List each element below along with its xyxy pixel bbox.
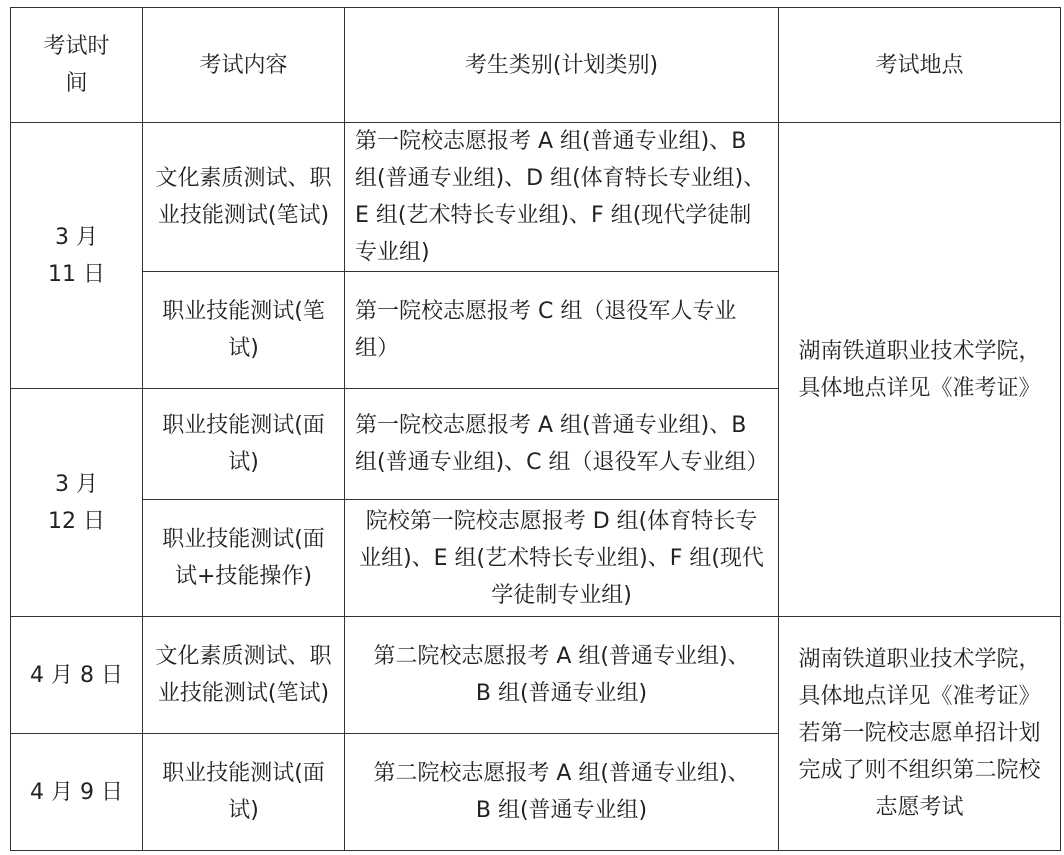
exam-content: 职业技能测试(面试+技能操作) [143,500,345,617]
header-category: 考生类别(计划类别) [345,8,779,123]
date-apr-8: 4 月 8 日 [11,617,143,734]
exam-content: 职业技能测试(面试) [143,389,345,500]
exam-category: 第一院校志愿报考 C 组（退役军人专业组） [345,272,779,389]
exam-category: 院校第一院校志愿报考 D 组(体育特长专业组)、E 组(艺术特长专业组)、F 组(现代学徒制专业组) [345,500,779,617]
exam-category: 第二院校志愿报考 A 组(普通专业组)、B 组(普通专业组) [345,734,779,851]
exam-content: 职业技能测试(笔试) [143,272,345,389]
exam-category: 第一院校志愿报考 A 组(普通专业组)、B 组(普通专业组)、D 组(体育特长专业组)、E 组(艺术特长专业组)、F 组(现代学徒制专业组) [345,123,779,272]
exam-place: 湖南铁道职业技术学院，具体地点详见《准考证》若第一院校志愿单招计划完成了则不组织第二院校志愿考试 [779,617,1061,851]
table-row [11,123,1061,272]
header-time: 考试时间 [11,8,143,123]
header-place: 考试地点 [779,8,1061,123]
date-apr-9: 4 月 9 日 [11,734,143,851]
exam-content: 职业技能测试(面试) [143,734,345,851]
exam-content: 文化素质测试、职业技能测试(笔试) [143,123,345,272]
exam-schedule-table [10,7,1061,851]
header-content: 考试内容 [143,8,345,123]
exam-place: 湖南铁道职业技术学院，具体地点详见《准考证》 [779,123,1061,617]
exam-content: 文化素质测试、职业技能测试(笔试) [143,617,345,734]
header-row [11,8,1061,123]
exam-category: 第二院校志愿报考 A 组(普通专业组)、B 组(普通专业组) [345,617,779,734]
table-row [11,617,1061,734]
date-mar-12: 3 月 12 日 [11,389,143,617]
exam-category: 第一院校志愿报考 A 组(普通专业组)、B 组(普通专业组)、C 组（退役军人专业组） [345,389,779,500]
date-mar-11: 3 月 11 日 [11,123,143,389]
